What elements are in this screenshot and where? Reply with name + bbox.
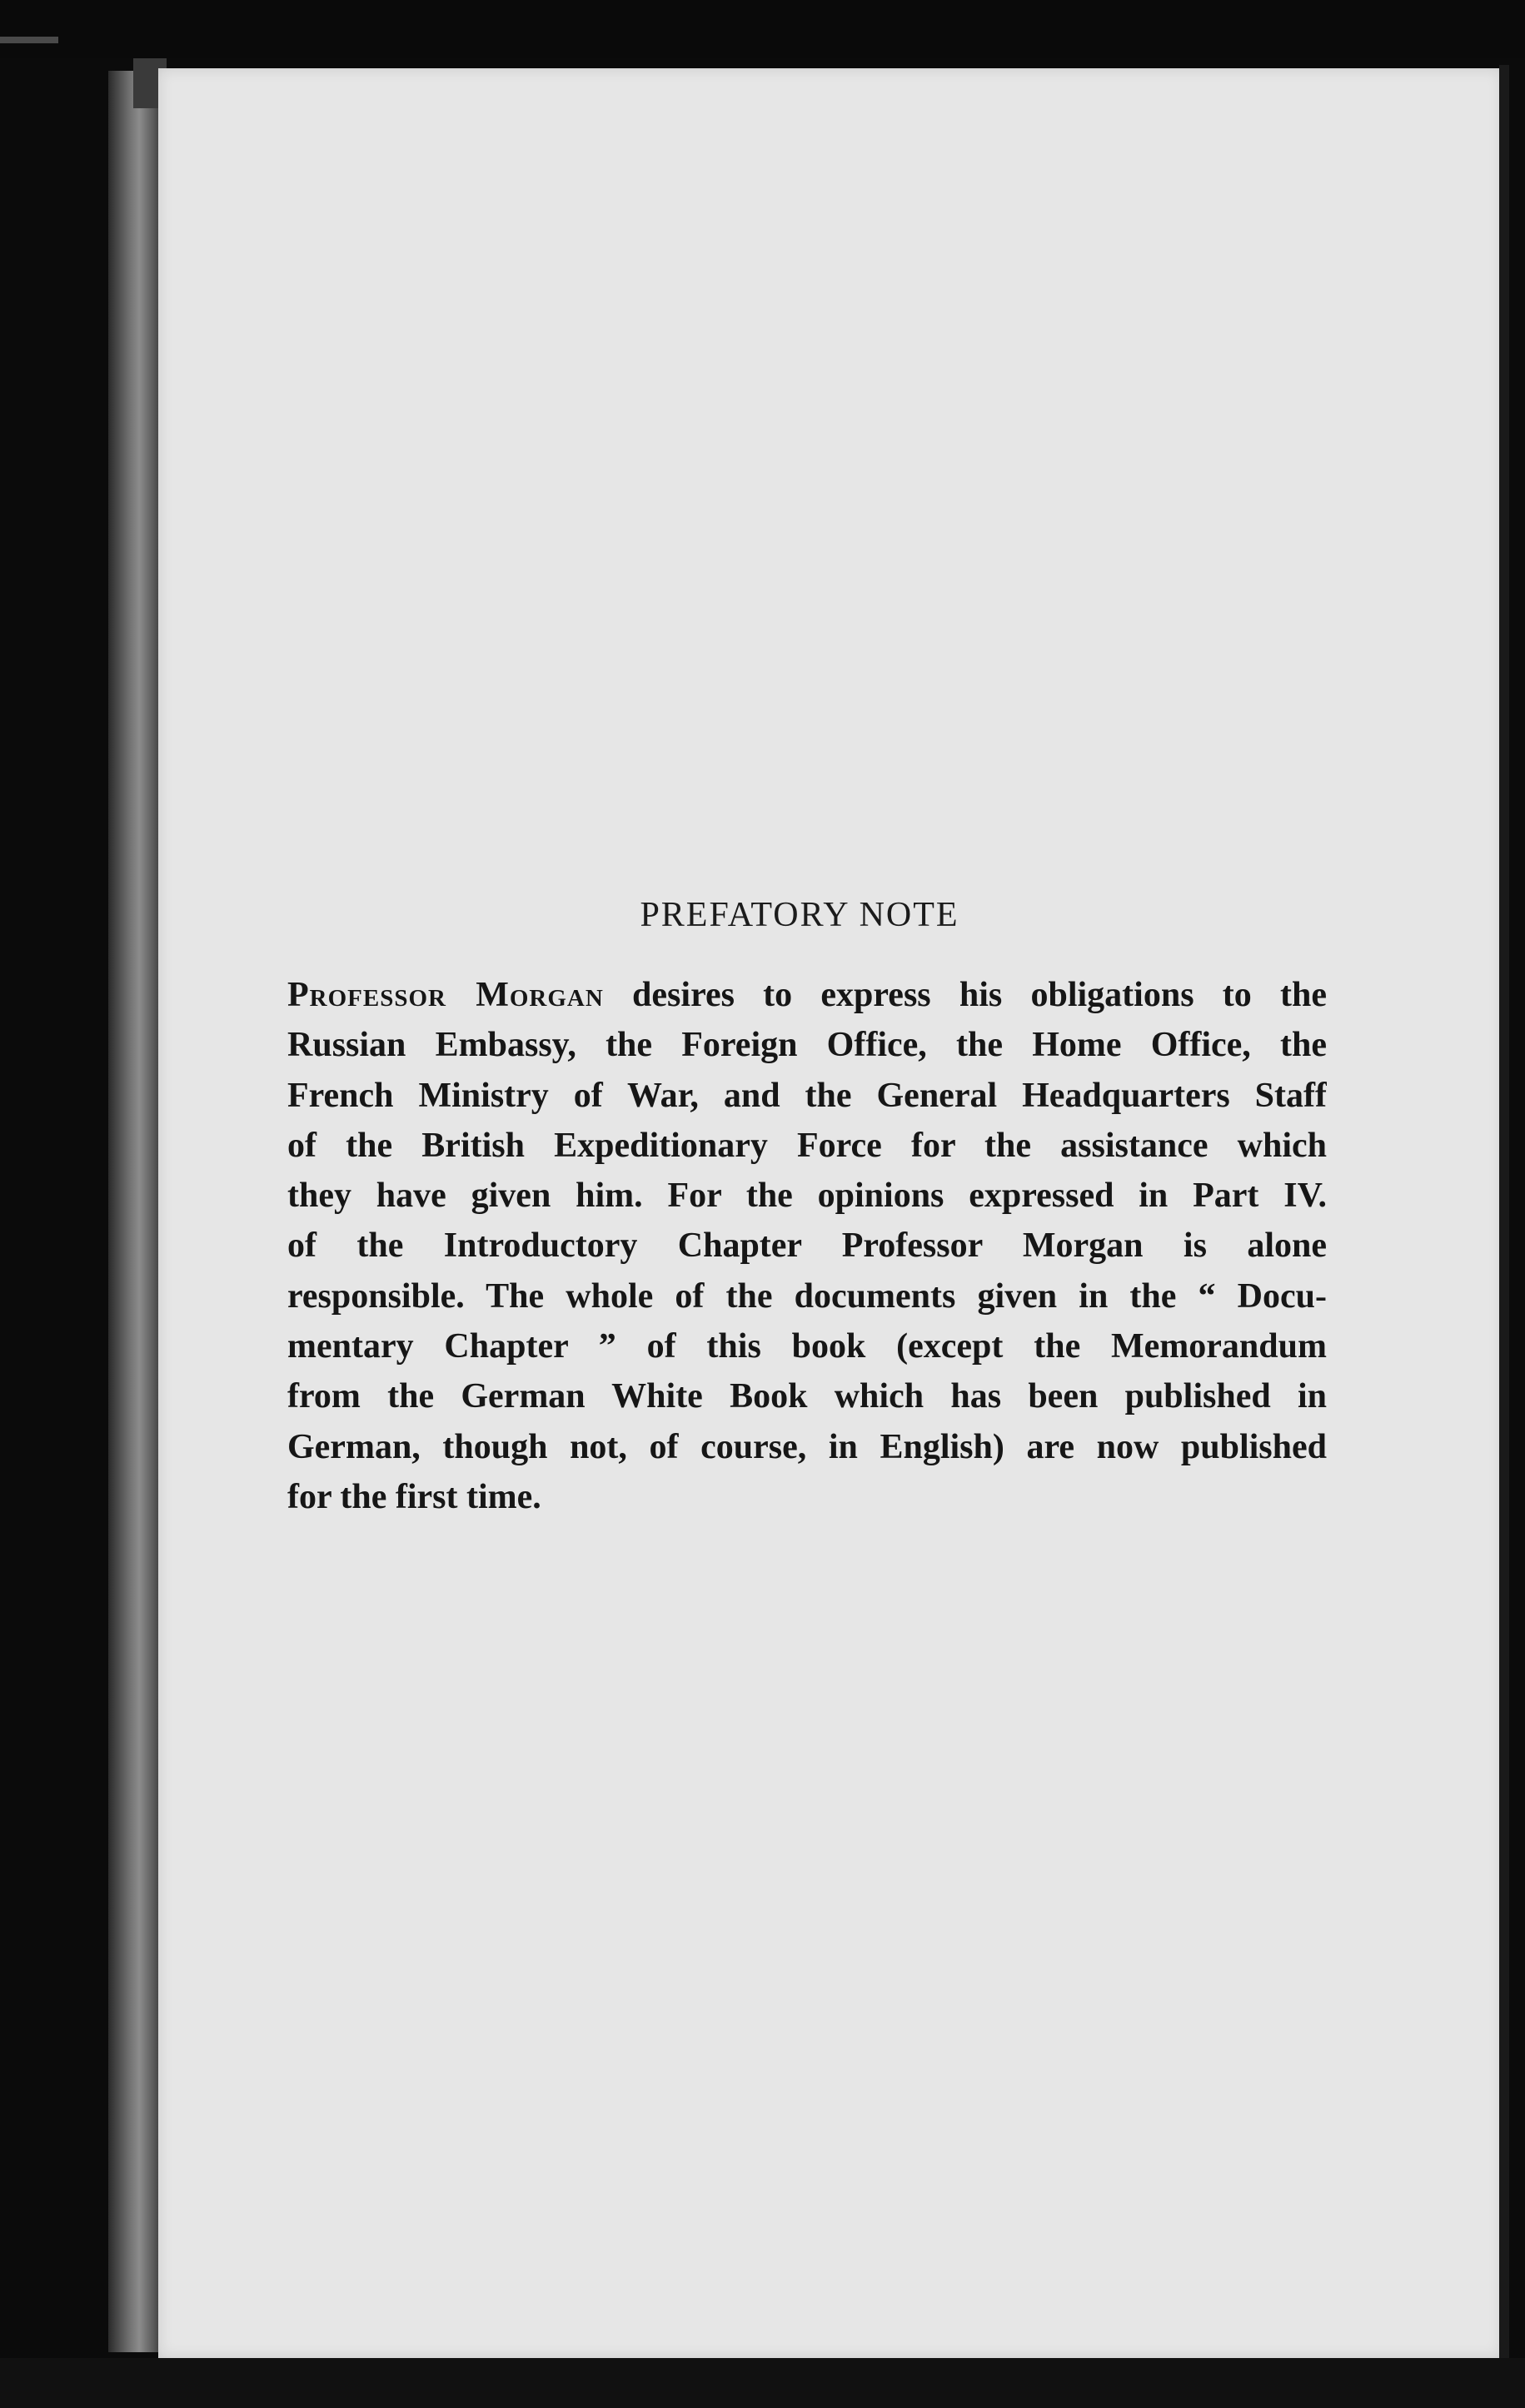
scan-edge-mark (0, 37, 58, 43)
text-line: of the Introductory Chapter Professor Morgan is alone (287, 1226, 1327, 1266)
text-line: Professor Morgan desires to express his obligations to the (287, 976, 1327, 1014)
book-spine (108, 71, 165, 2352)
scan-top-border (0, 0, 1525, 58)
text-line: French Ministry of War, and the General Headquarters Staff (287, 1076, 1327, 1115)
author-name-smallcaps: Professor Morgan (287, 976, 604, 1014)
page-right-edge (1499, 65, 1509, 2363)
text-line: Russian Embassy, the Foreign Office, the Home Office, the (287, 1026, 1327, 1065)
text-line: mentary Chapter ” of this book (except the Memorandum (287, 1327, 1327, 1366)
text-line: German, though not, of course, in English) are now published (287, 1427, 1327, 1466)
text-line: they have given him. For the opinions expressed in Part IV. (287, 1177, 1327, 1216)
text-line: of the British Expeditionary Force for the assistance which (287, 1126, 1327, 1165)
scan-bottom-border (0, 2358, 1525, 2408)
page-title: PREFATORY NOTE (640, 896, 959, 934)
prefatory-note-body (287, 970, 1327, 1522)
text-line: from the German White Book which has been published in (287, 1377, 1327, 1416)
text-line: for the first time. (287, 1477, 541, 1516)
text-line: responsible. The whole of the documents given in the “ Docu- (287, 1276, 1327, 1316)
